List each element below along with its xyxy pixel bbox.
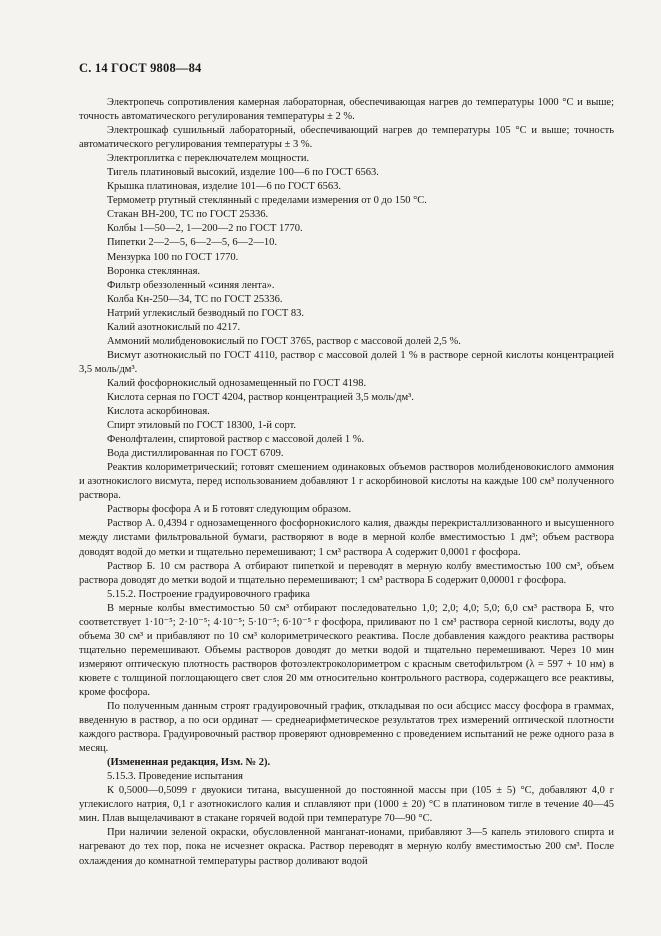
paragraph: При наличии зеленой окраски, обусловленной манганат-ионами, прибавляют 3—5 капель этилового спирта и нагревают до тех пор, пока не исчезнет окраска. Раствор переводят в мерную колбу вместимостью 200 см³. После охлаждения до комнатной температуры раствор доливают водой	[79, 827, 614, 867]
paragraph: Раствор Б. 10 см раствора А отбирают пипеткой и переводят в мерную колбу вместимостью 100 см³, объем раствора доводят до метки водой и тщательно перемешивают; 1 см³ раствора Б содержит 0,00001 г фосфора.	[79, 560, 614, 586]
paragraph: К 0,5000—0,5099 г двуокиси титана, высушенной до постоянной массы при (105 ± 5) °С, добавляют 4,0 г углекислого натрия, 0,1 г азотнокислого калия и сплавляют при (1000 ± 20) °С в платиновом тигле в течение 40—45 мин. Плав выщелачивают в стакане горячей водой при температуре 70—90 °С.	[79, 785, 614, 825]
paragraph: Кислота серная по ГОСТ 4204, раствор концентрацией 3,5 моль/дм³.	[107, 391, 414, 403]
paragraph: Воронка стеклянная.	[107, 265, 201, 277]
section-heading: 5.15.3. Проведение испытания	[107, 771, 243, 783]
paragraph: Мензурка 100 по ГОСТ 1770.	[107, 251, 239, 263]
paragraph: Висмут азотнокислый по ГОСТ 4110, раствор с массовой долей 1 % в растворе серной кислоты концентрацией 3,5 моль/дм³.	[79, 349, 614, 375]
paragraph: Растворы фосфора А и Б готовят следующим образом.	[107, 504, 352, 516]
paragraph: Электропечь сопротивления камерная лабораторная, обеспечивающая нагрев до температуры 1000 °С и выше; точность автоматического регулирования температуры ± 2 %.	[79, 97, 614, 123]
paragraph: По полученным данным строят градуировочный график, откладывая по оси абсцисс массу фосфора в граммах, введенную в раствор, а по оси ординат — среднеарифметическое результатов трех измерений оптической плотности каждого раствора. Градуировочный раствор проверяют одновременно с проведением испытаний не реже одного раза в месяц.	[79, 701, 614, 755]
paragraph: Аммоний молибденовокислый по ГОСТ 3765, раствор с массовой долей 2,5 %.	[107, 335, 461, 347]
paragraph: Реактив колориметрический; готовят смешением одинаковых объемов растворов молибденовокислого аммония и азотнокислого висмута, перед использованием добавляют 1 г аскорбиновой кислоты на каждые 100 см³ полученного раствора.	[79, 462, 614, 502]
paragraph: Вода дистиллированная по ГОСТ 6709.	[107, 448, 284, 460]
paragraph: Колба Кн-250—34, ТС по ГОСТ 25336.	[107, 293, 283, 305]
paragraph: Стакан ВН-200, ТС по ГОСТ 25336.	[107, 209, 269, 221]
paragraph: В мерные колбы вместимостью 50 см³ отбирают последовательно 1,0; 2,0; 4,0; 5,0; 6,0 см³ раствора Б, что соответствует 1·10⁻⁵; 2·10⁻⁵; 4·10⁻⁵; 5·10⁻⁵; 6·10⁻⁵ г фосфора, приливают по 1 см³ раствора серной кислоты, воду до объема 30 см³ и прибавляют по 10 см³ колориметрического реактива. После добавления каждого реактива растворы тщательно перемешивают. Объемы растворов доводят до метки водой и тщательно перемешивают. Через 10 мин измеряют оптическую плотность растворов фотоэлектроколориметром с красным светофильтром (λ = 597 + 10 нм) в кювете с толщиной поглощающего свет слоя 20 мм относительно контрольного раствора, содержащего все реактивы, кроме фосфора.	[79, 602, 614, 698]
document-body	[79, 96, 614, 869]
paragraph: Термометр ртутный стеклянный с пределами измерения от 0 до 150 °С.	[107, 195, 427, 207]
amendment-note: (Измененная редакция, Изм. № 2).	[107, 757, 271, 769]
paragraph: Спирт этиловый по ГОСТ 18300, 1-й сорт.	[107, 420, 297, 432]
paragraph: Крышка платиновая, изделие 101—6 по ГОСТ 6563.	[107, 181, 342, 193]
paragraph: Калий фосфорнокислый однозамещенный по ГОСТ 4198.	[107, 377, 367, 389]
section-heading: 5.15.2. Построение градуировочного графика	[107, 588, 310, 600]
paragraph: Натрий углекислый безводный по ГОСТ 83.	[107, 307, 305, 319]
paragraph: Электроплитка с переключателем мощности.	[107, 153, 310, 165]
paragraph: Фенолфталеин, спиртовой раствор с массовой долей 1 %.	[107, 434, 365, 446]
paragraph: Электрошкаф сушильный лабораторный, обеспечивающий нагрев до температуры 105 °С и выше; точность автоматического регулирования температуры ± 3 %.	[79, 125, 614, 151]
paragraph: Фильтр обеззоленный «синяя лента».	[107, 279, 275, 291]
page-header: С. 14 ГОСТ 9808—84	[79, 61, 202, 75]
paragraph: Колбы 1—50—2, 1—200—2 по ГОСТ 1770.	[107, 223, 303, 235]
paragraph: Кислота аскорбиновая.	[107, 406, 210, 418]
paragraph: Пипетки 2—2—5, 6—2—5, 6—2—10.	[107, 237, 278, 249]
paragraph: Тигель платиновый высокий, изделие 100—6 по ГОСТ 6563.	[107, 167, 379, 179]
paragraph: Калий азотнокислый по 4217.	[107, 321, 241, 333]
paragraph: Раствор А. 0,4394 г однозамещенного фосфорнокислого калия, дважды перекристаллизованного и высушенного между листами фильтровальной бумаги, растворяют в воде в мерной колбе вместимостью 1 дм³; объем раствора доводят водой до метки и тщательно перемешивают; 1 см³ раствора А содержит 0,0001 г фосфора.	[79, 518, 614, 558]
